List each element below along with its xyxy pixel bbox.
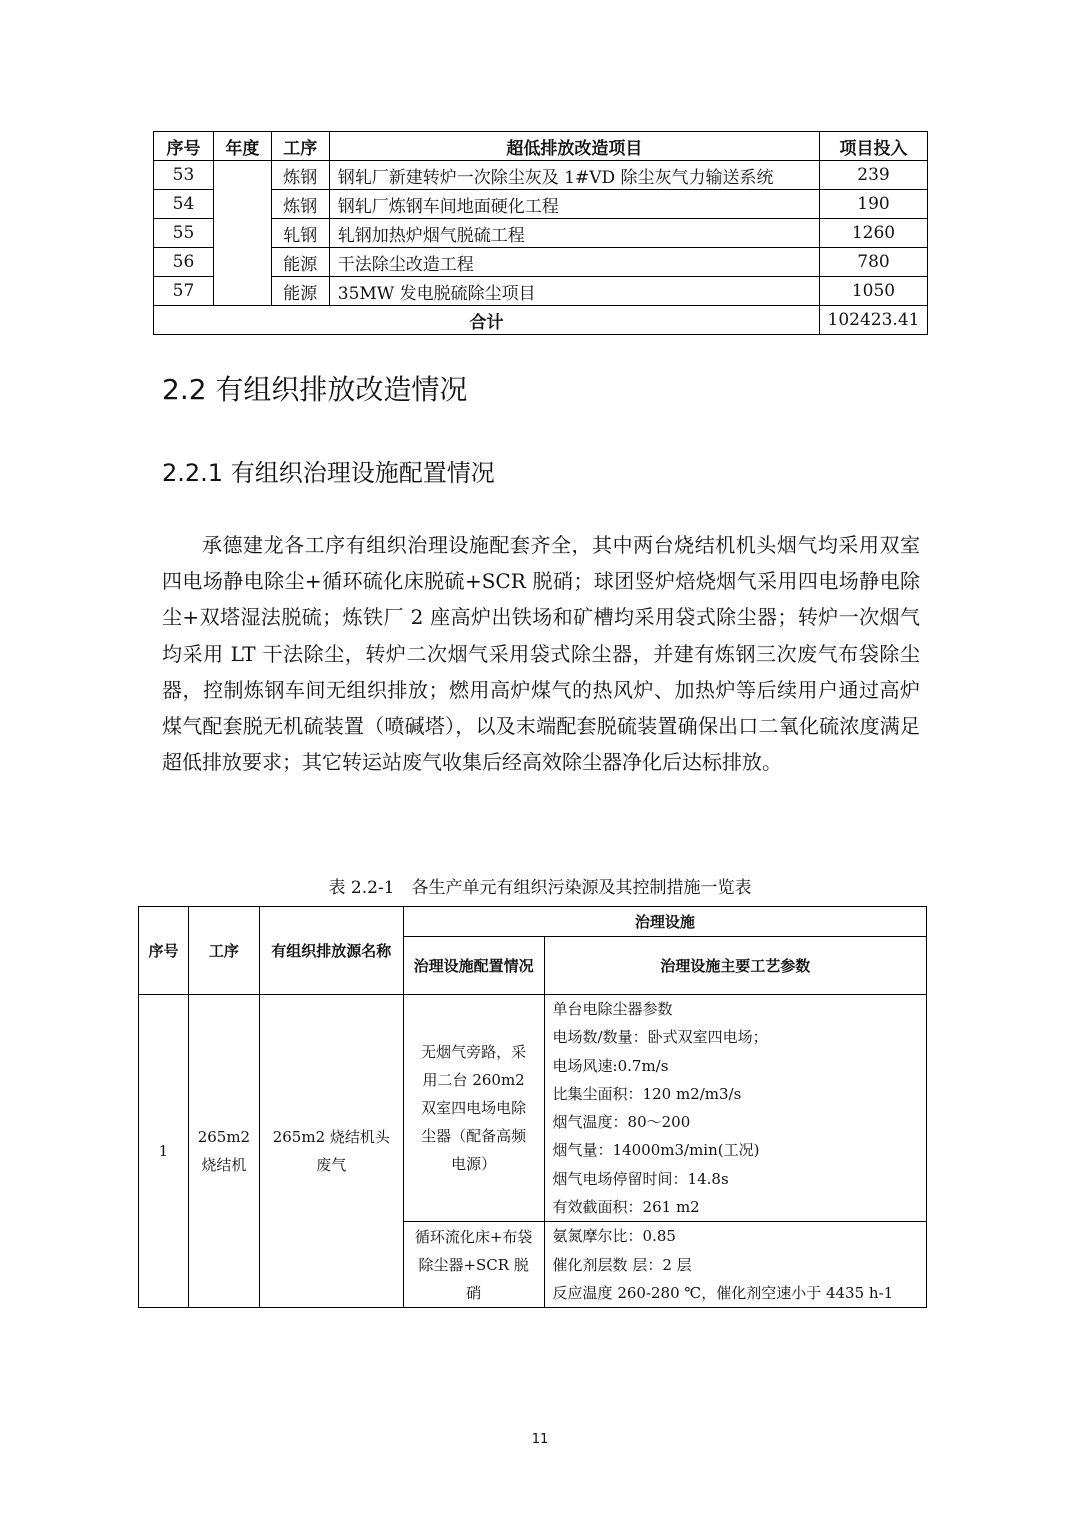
header-no: 序号 xyxy=(154,132,214,161)
param-line: 氨氮摩尔比：0.85 xyxy=(552,1227,676,1246)
cell-project: 轧钢加热炉烟气脱硫工程 xyxy=(329,219,819,248)
header-process: 工序 xyxy=(271,132,329,161)
cell-investment: 190 xyxy=(820,190,928,219)
cell-process: 炼钢 xyxy=(271,161,329,190)
param-line: 催化剂层数 层：2 层 xyxy=(552,1255,692,1274)
cell-params xyxy=(544,1222,926,1308)
cell-process: 炼钢 xyxy=(271,190,329,219)
paragraph-text: 承德建龙各工序有组织治理设施配套齐全，其中两台烧结机机头烟气均采用双室四电场静电除尘+循环硫化床脱硫+SCR 脱硝；球团竖炉焙烧烟气采用四电场静电除尘+双塔湿法脱硫；炼铁厂 2 座高炉出铁场和矿槽均采用袋式除尘器；转炉一次烟气均采用 LT 干法除尘，转炉二次烟气采用袋式除尘器，并建有炼钢三次废气布袋除尘器，控制炼钢车间无组织排放；燃用高炉煤气的热风炉、加热炉等后续用户通过高炉煤气配套脱无机硫装置（喷碱塔），以及末端配套脱硫装置确保出口二氧化硫浓度满足超低排放要求；其它转运站废气收集后经高效除尘器净化后达标排放。 xyxy=(162,533,920,775)
header-params: 治理设施主要工艺参数 xyxy=(544,937,926,995)
total-label: 合计 xyxy=(154,306,820,335)
cell-config: 无烟气旁路，采用二台 260m2 双室四电场电除尘器（配备高频电源） xyxy=(403,995,544,1222)
cell-project: 钢轧厂新建转炉一次除尘灰及 1#VD 除尘灰气力输送系统 xyxy=(329,161,819,190)
page-number: 11 xyxy=(531,1432,549,1447)
header-no: 序号 xyxy=(139,907,189,995)
param-line: 有效截面积：261 m2 xyxy=(552,1198,700,1217)
param-line: 烟气温度：80～200 xyxy=(552,1113,691,1132)
pollution-source-table xyxy=(138,906,927,1308)
investment-table xyxy=(153,131,928,335)
param-line: 电场风速:0.7m/s xyxy=(552,1056,669,1075)
total-value: 102423.41 xyxy=(820,306,928,335)
cell-config: 循环流化床+布袋除尘器+SCR 脱硝 xyxy=(403,1222,544,1308)
param-line: 烟气量：14000m3/min(工况) xyxy=(552,1141,760,1160)
cell-year xyxy=(213,161,271,306)
cell-source: 265m2 烧结机头废气 xyxy=(259,995,403,1308)
cell-process: 265m2 烧结机 xyxy=(188,995,259,1308)
cell-project: 干法除尘改造工程 xyxy=(329,248,819,277)
param-line: 电场数/数量：卧式双室四电场； xyxy=(552,1028,768,1047)
cell-no: 57 xyxy=(154,277,214,306)
param-line: 烟气电场停留时间：14.8s xyxy=(552,1169,729,1188)
subsection-heading: 2.2.1 有组织治理设施配置情况 xyxy=(162,459,495,487)
param-line: 反应温度 260-280 ℃，催化剂空速小于 4435 h-1 xyxy=(552,1283,894,1302)
param-line: 比集尘面积：120 m2/m3/s xyxy=(552,1084,742,1103)
table-row xyxy=(154,161,928,190)
cell-process: 能源 xyxy=(271,277,329,306)
cell-no: 53 xyxy=(154,161,214,190)
cell-params xyxy=(544,995,926,1222)
param-line: 单台电除尘器参数 xyxy=(552,1000,673,1018)
header-investment: 项目投入 xyxy=(820,132,928,161)
table-header-row xyxy=(154,132,928,161)
table-header-row xyxy=(139,907,927,937)
header-process: 工序 xyxy=(188,907,259,995)
cell-project: 35MW 发电脱硫除尘项目 xyxy=(329,277,819,306)
cell-process: 能源 xyxy=(271,248,329,277)
header-year: 年度 xyxy=(213,132,271,161)
table-row xyxy=(139,995,927,1222)
header-facility: 治理设施 xyxy=(403,907,926,937)
cell-no: 54 xyxy=(154,190,214,219)
table-total-row xyxy=(154,306,928,335)
cell-investment: 239 xyxy=(820,161,928,190)
section-heading: 2.2 有组织排放改造情况 xyxy=(162,373,468,406)
table-caption: 表 2.2-1 各生产单元有组织污染源及其控制措施一览表 xyxy=(328,878,752,898)
cell-no: 56 xyxy=(154,248,214,277)
cell-no: 55 xyxy=(154,219,214,248)
cell-project: 钢轧厂炼钢车间地面硬化工程 xyxy=(329,190,819,219)
header-source: 有组织排放源名称 xyxy=(259,907,403,995)
body-paragraph xyxy=(162,527,920,780)
cell-investment: 1260 xyxy=(820,219,928,248)
cell-process: 轧钢 xyxy=(271,219,329,248)
cell-investment: 1050 xyxy=(820,277,928,306)
cell-no: 1 xyxy=(139,995,189,1308)
header-config: 治理设施配置情况 xyxy=(403,937,544,995)
header-project: 超低排放改造项目 xyxy=(329,132,819,161)
cell-investment: 780 xyxy=(820,248,928,277)
